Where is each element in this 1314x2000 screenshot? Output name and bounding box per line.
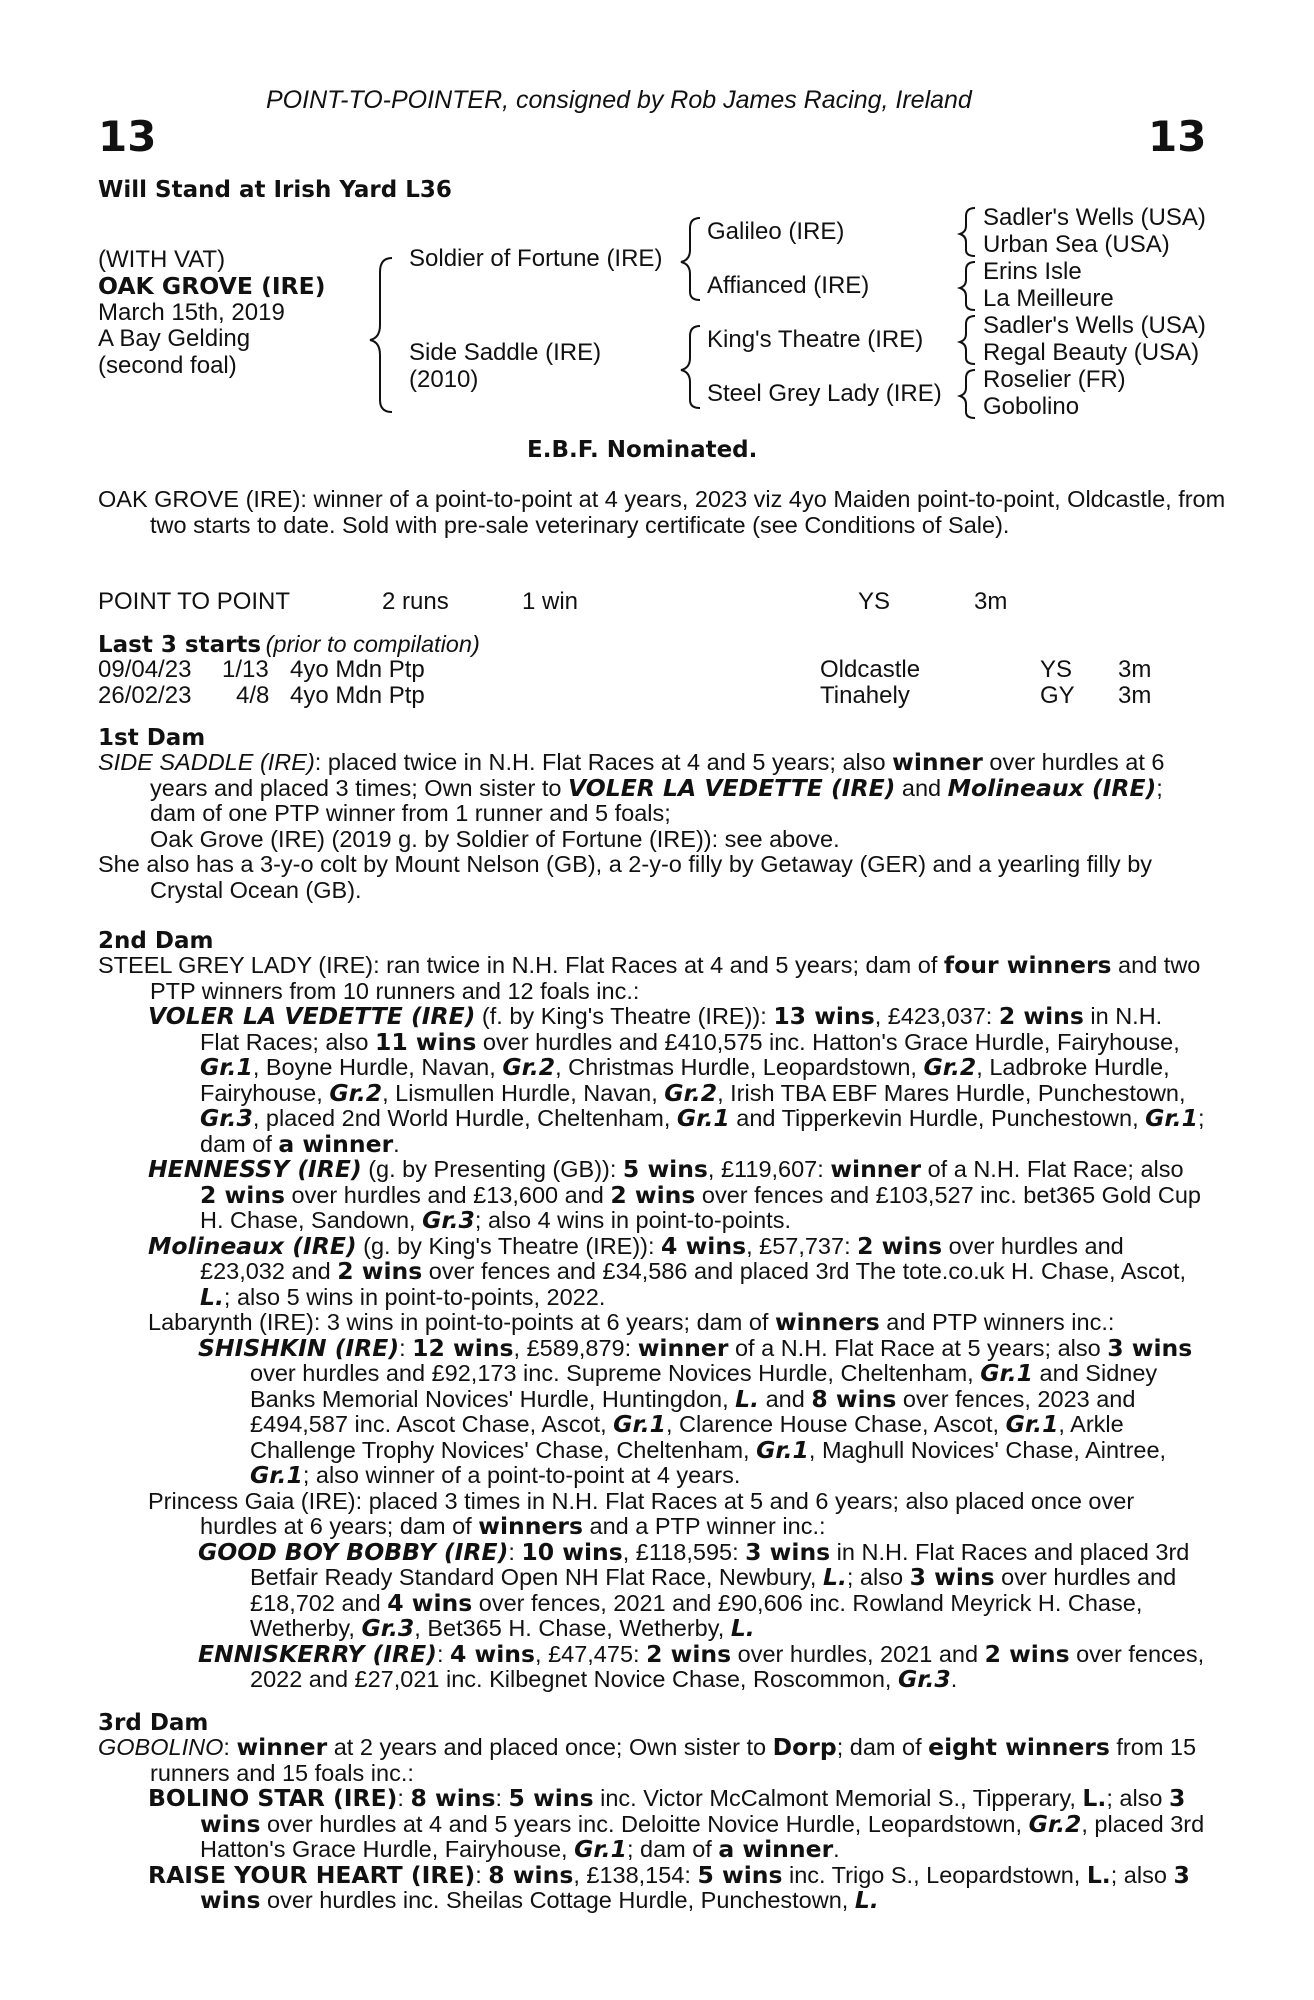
first-dam-text: SIDE SADDLE (IRE): placed twice in N.H. Flat Races at 4 and 5 years; also winner over hurdles at 6 years and placed 3 times; Own sister to VOLER LA VEDETTE (IRE) and Molineaux (IRE); dam of one PTP winner from 1 runner and 5 foals; Oak Grove (IRE) (2019 g. by Soldier of Fortune (IRE)): see above. She also has a 3-y-o colt by Mount Nelson (GB), a 2-y-o filly by Getaway (GER) and a yearling filly by Crystal Ocean (GB). (98, 748, 1165, 903)
foal-note: (second foal) (98, 352, 237, 379)
pedigree-g3-8: Gobolino (983, 393, 1080, 420)
page-subtitle: POINT-TO-POINTER, consigned by Rob James Racing, Ireland (266, 86, 972, 114)
last3-row-2-date: 26/02/23 (98, 682, 192, 709)
pedigree-dam-year: (2010) (409, 366, 479, 393)
last3-row-1-race: 4yo Mdn Ptp (290, 656, 425, 683)
pedigree-sire: Soldier of Fortune (IRE) (409, 245, 663, 272)
second-dam-heading: 2nd Dam (98, 928, 214, 954)
pedigree-g3-5: Sadler's Wells (USA) (983, 312, 1206, 339)
pedigree-dam-dam: Steel Grey Lady (IRE) (707, 380, 942, 407)
stand-location: Will Stand at Irish Yard L36 (98, 177, 452, 203)
record-runs: 2 runs (382, 588, 449, 615)
record-going: YS (858, 588, 891, 615)
lot-number-right: 13 (1148, 112, 1207, 161)
foaling-date: March 15th, 2019 (98, 299, 285, 326)
third-dam-heading: 3rd Dam (98, 1710, 209, 1736)
last3-row-1-going: YS (1040, 656, 1073, 683)
record-distance: 3m (974, 588, 1008, 615)
second-dam-text: STEEL GREY LADY (IRE): ran twice in N.H. Flat Races at 4 and 5 years; dam of four winners and two PTP winners from 10 runners and 12 foals inc.: VOLER LA VEDETTE (IRE) (f. by King's Theatre (IRE)): 13 wins, £423,037: 2 wins in N.H. Flat Races; also 11 wins over hurdles and £410,575 inc. Hatton's Grace Hurdle, Fairyhouse, Gr.1, Boyne Hurdle, Navan, Gr.2, Christmas Hurdle, Leopardstown, Gr.2, Ladbroke Hurdle, Fairyhouse, Gr.2, Lismullen Hurdle, Navan, Gr.2, Irish TBA EBF Mares Hurdle, Punchestown, Gr.3, placed 2nd World Hurdle, Cheltenham, Gr.1 and Tipperkevin Hurdle, Punchestown, Gr.1; dam of a winner. HENNESSY (IRE) (g. by Presenting (GB)): 5 wins, £119,607: winner of a N.H. Flat Race; also 2 wins over hurdles and £13,600 and 2 wins over fences and £103,527 inc. bet365 Gold Cup H. Chase, Sandown, Gr.3; also 4 wins in point-to-points. Molineaux (IRE) (g. by King's Theatre (IRE)): 4 wins, £57,737: 2 wins over hurdles and £23,032 and 2 wins over fences and £34,586 and placed 3rd The tote.co.uk H. Chase, Ascot, L.; also 5 wins in point-to-points, 2022. Labarynth (IRE): 3 wins in point-to-points at 6 years; dam of winners and PTP winners inc.: SHISHKIN (IRE): 12 wins, £589,879: winner of a N.H. Flat Race at 5 years; also 3 wins over hurdles and £92,173 inc. Supreme Novices Hurdle, Cheltenham, Gr.1 and Sidney Banks Memorial Novices' Hurdle, Huntingdon, L. and 8 wins over fences, 2023 and £494,587 inc. Ascot Chase, Ascot, Gr.1, Clarence House Chase, Ascot, Gr.1, Arkle Challenge Trophy Novices' Chase, Cheltenham, Gr.1, Maghull Novices' Chase, Aintree, Gr.1; also winner of a point-to-point at 4 years. Princess Gaia (IRE): placed 3 times in N.H. Flat Races at 5 and 6 years; also placed once over hurdles at 6 years; dam of winners and a PTP winner inc.: GOOD BOY BOBBY (IRE): 10 wins, £118,595: 3 wins in N.H. Flat Races and placed 3rd Betfair Ready Standard Open NH Flat Race, Newbury, L.; also 3 wins over hurdles and £18,702 and 4 wins over fences, 2021 and £90,606 inc. Rowland Meyrick H. Chase, Wetherby, Gr.3, Bet365 H. Chase, Wetherby, L. ENNISKERRY (IRE): 4 wins, £47,475: 2 wins over hurdles, 2021 and 2 wins over fences, 2022 and £27,021 inc. Kilbegnet Novice Chase, Roscommon, Gr.3. (98, 951, 1205, 1693)
pedigree-g3-2: Urban Sea (USA) (983, 231, 1170, 258)
pedigree-g3-1: Sadler's Wells (USA) (983, 204, 1206, 231)
last3-row-1-dist: 3m (1118, 656, 1152, 683)
horse-description: A Bay Gelding (98, 325, 251, 352)
pedigree-dam-sire: King's Theatre (IRE) (707, 326, 924, 353)
record-type: POINT TO POINT (98, 588, 291, 615)
pedigree-g3-7: Roselier (FR) (983, 366, 1126, 393)
first-dam-heading: 1st Dam (98, 725, 206, 751)
horse-summary (98, 487, 1257, 538)
last3-heading (98, 631, 480, 658)
record-wins: 1 win (522, 588, 579, 615)
last3-title: Last 3 starts (98, 632, 262, 658)
pedigree-g3-3: Erins Isle (983, 258, 1082, 285)
last3-row-1-date: 09/04/23 (98, 656, 192, 683)
pedigree-sire-sire: Galileo (IRE) (707, 218, 845, 245)
last3-row-2-pos: 4/8 (236, 682, 270, 709)
horse-summary-text: OAK GROVE (IRE): winner of a point-to-point at 4 years, 2023 viz 4yo Maiden point-to-point, Oldcastle, from two starts to date. Sold with pre-sale veterinary certificate (see Conditions of Sale). (98, 486, 1226, 538)
last3-row-2-race: 4yo Mdn Ptp (290, 682, 425, 709)
third-dam-text: GOBOLINO: winner at 2 years and placed once; Own sister to Dorp; dam of eight winners from 15 runners and 15 foals inc.: BOLINO STAR (IRE): 8 wins: 5 wins inc. Victor McCalmont Memorial S., Tipperary, L.; also 3 wins over hurdles at 4 and 5 years inc. Deloitte Novice Hurdle, Leopardstown, Gr.2, placed 3rd Hatton's Grace Hurdle, Fairyhouse, Gr.1; dam of a winner. RAISE YOUR HEART (IRE): 8 wins, £138,154: 5 wins inc. Trigo S., Leopardstown, L.; also 3 wins over hurdles inc. Sheilas Cottage Hurdle, Punchestown, L. (98, 1733, 1205, 1914)
last3-note: (prior to compilation) (265, 631, 480, 657)
pedigree-dam: Side Saddle (IRE) (409, 339, 602, 366)
last3-row-2-dist: 3m (1118, 682, 1152, 709)
last3-row-2-course: Tinahely (820, 682, 910, 709)
lot-number-left: 13 (98, 112, 157, 161)
pedigree-g3-6: Regal Beauty (USA) (983, 339, 1200, 366)
horse-name: OAK GROVE (IRE) (98, 272, 326, 300)
vat-note: (WITH VAT) (98, 246, 226, 273)
pedigree-sire-dam: Affianced (IRE) (707, 272, 870, 299)
last3-row-1-course: Oldcastle (820, 656, 921, 683)
ebf-nominated: E.B.F. Nominated. (527, 437, 758, 463)
last3-row-2-going: GY (1040, 682, 1075, 709)
last3-row-1-pos: 1/13 (222, 656, 269, 683)
pedigree-g3-4: La Meilleure (983, 285, 1114, 312)
